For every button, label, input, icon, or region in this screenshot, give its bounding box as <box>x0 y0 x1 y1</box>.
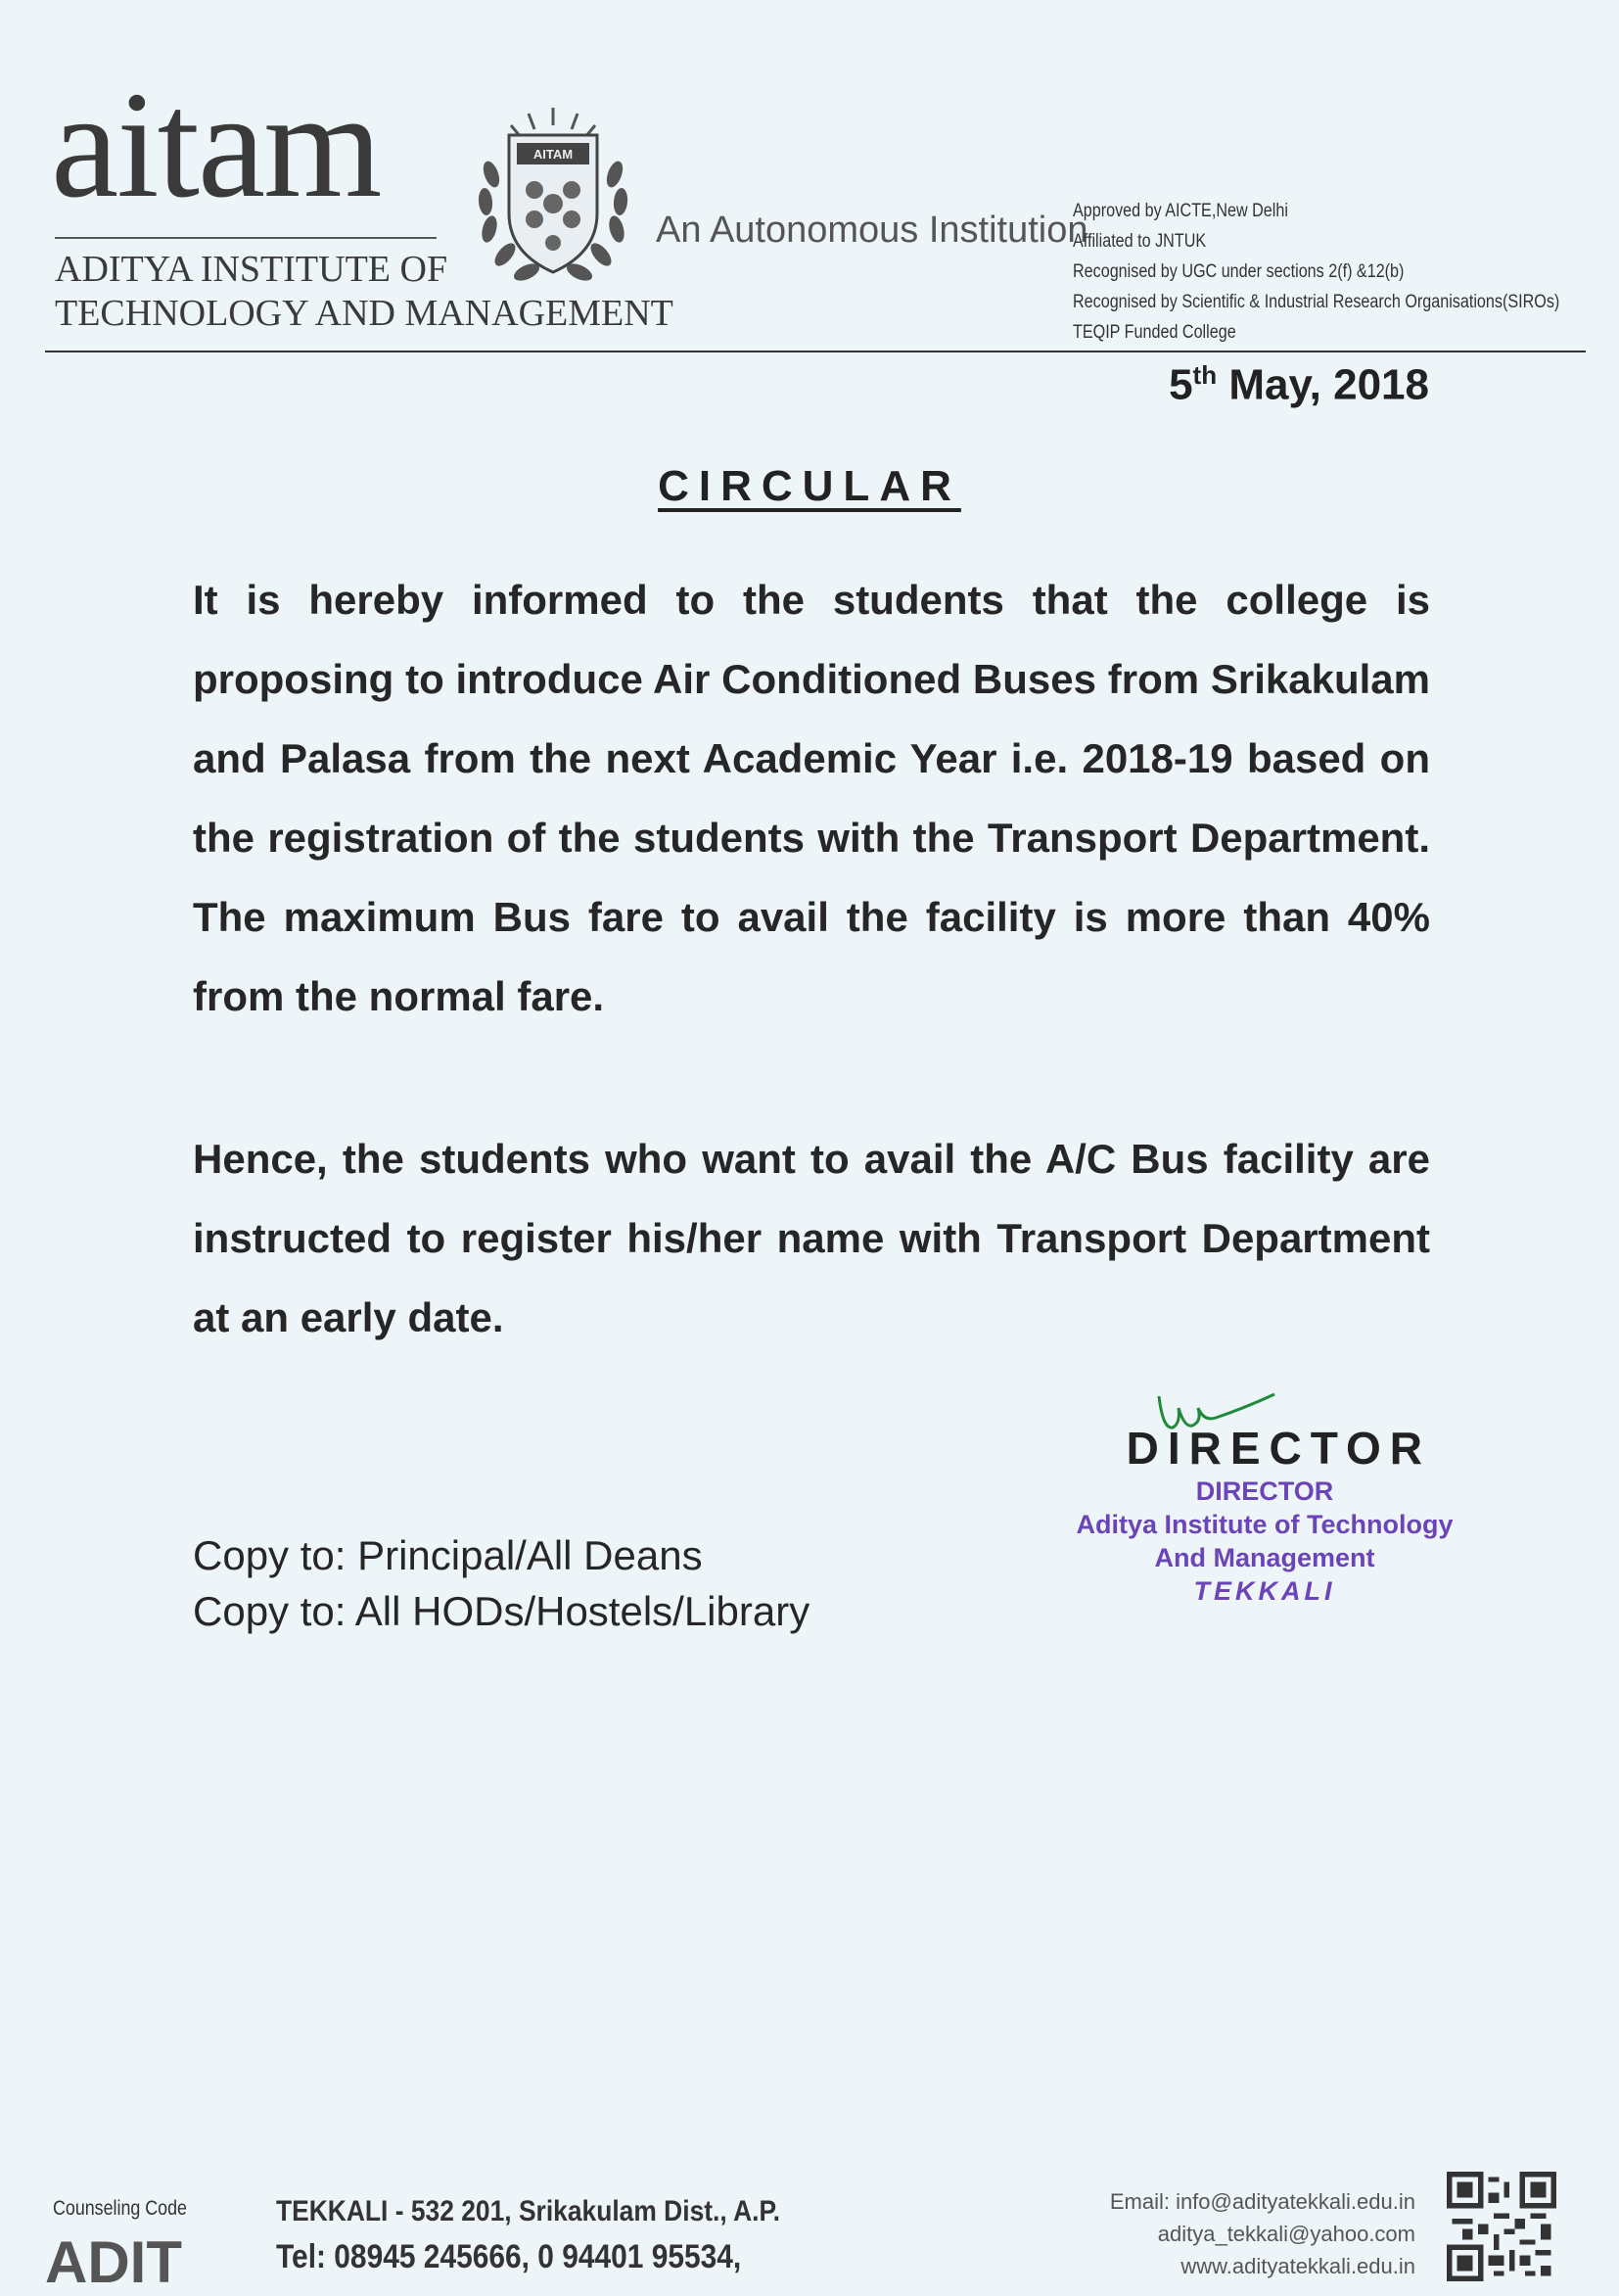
circular-date <box>1169 360 1429 410</box>
copy-to-line: Copy to: Principal/All Deans <box>193 1532 703 1578</box>
logo-wordmark: aitam <box>51 60 381 229</box>
footer-contact <box>1110 2185 1415 2282</box>
emblem-text: AITAM <box>532 147 574 162</box>
date-suffix: th <box>1192 360 1218 390</box>
logo-divider <box>55 237 437 239</box>
counseling-label: Counseling Code <box>53 2197 187 2220</box>
date-rest: May, 2018 <box>1228 360 1429 409</box>
date-day: 5 <box>1169 360 1193 409</box>
approval-item: Approved by AICTE,New Delhi <box>1073 201 1288 221</box>
header-divider <box>45 351 1586 352</box>
official-stamp <box>1049 1475 1480 1608</box>
footer-phone: Tel: 08945 245666, 0 94401 95534, <box>276 2238 742 2275</box>
footer-address: TEKKALI - 532 201, Srikakulam Dist., A.P. <box>276 2195 781 2227</box>
approval-item: Recognised by UGC under sections 2(f) &12(b) <box>1073 261 1405 282</box>
circular-heading: CIRCULAR <box>658 462 961 510</box>
institute-name-line2: TECHNOLOGY AND MANAGEMENT <box>55 293 673 334</box>
approvals-list <box>1073 196 1559 348</box>
signatory-title: DIRECTOR <box>1126 1423 1431 1474</box>
stamp-line: Aditya Institute of Technology <box>1076 1510 1454 1539</box>
stamp-line: And Management <box>1154 1543 1375 1572</box>
approval-item: Recognised by Scientific & Industrial Research Organisations(SIROs) <box>1073 292 1560 312</box>
footer-website: www.adityatekkali.edu.in <box>1180 2254 1415 2278</box>
autonomous-tagline: An Autonomous Institution <box>656 210 1088 251</box>
approval-item: TEQIP Funded College <box>1073 322 1236 343</box>
copy-to-line: Copy to: All HODs/Hostels/Library <box>193 1588 810 1634</box>
approval-item: Affiliated to JNTUK <box>1073 231 1207 252</box>
college-emblem-icon <box>470 106 636 292</box>
stamp-line: TEKKALI <box>1193 1576 1336 1606</box>
footer-email-secondary: aditya_tekkali@yahoo.com <box>1157 2222 1415 2246</box>
body-paragraph-2: Hence, the students who want to avail the A/C Bus facility are instructed to register his/her name with Transport Department at an early date. <box>193 1136 1430 1340</box>
stamp-line: DIRECTOR <box>1195 1476 1334 1506</box>
body-paragraph-1: It is hereby informed to the students that the college is proposing to introduce Air Conditioned Buses from Srikakulam and Palasa from the next Academic Year i.e. 2018-19 based on the registration of the students with the Transport Department. The maximum Bus fare to avail the facility is more than 40% from the normal fare. <box>193 577 1430 1019</box>
counseling-code: ADIT <box>45 2229 182 2295</box>
institute-name-line1: ADITYA INSTITUTE OF <box>55 249 448 290</box>
qr-code-icon <box>1447 2172 1556 2281</box>
footer-email: Email: info@adityatekkali.edu.in <box>1109 2189 1415 2214</box>
